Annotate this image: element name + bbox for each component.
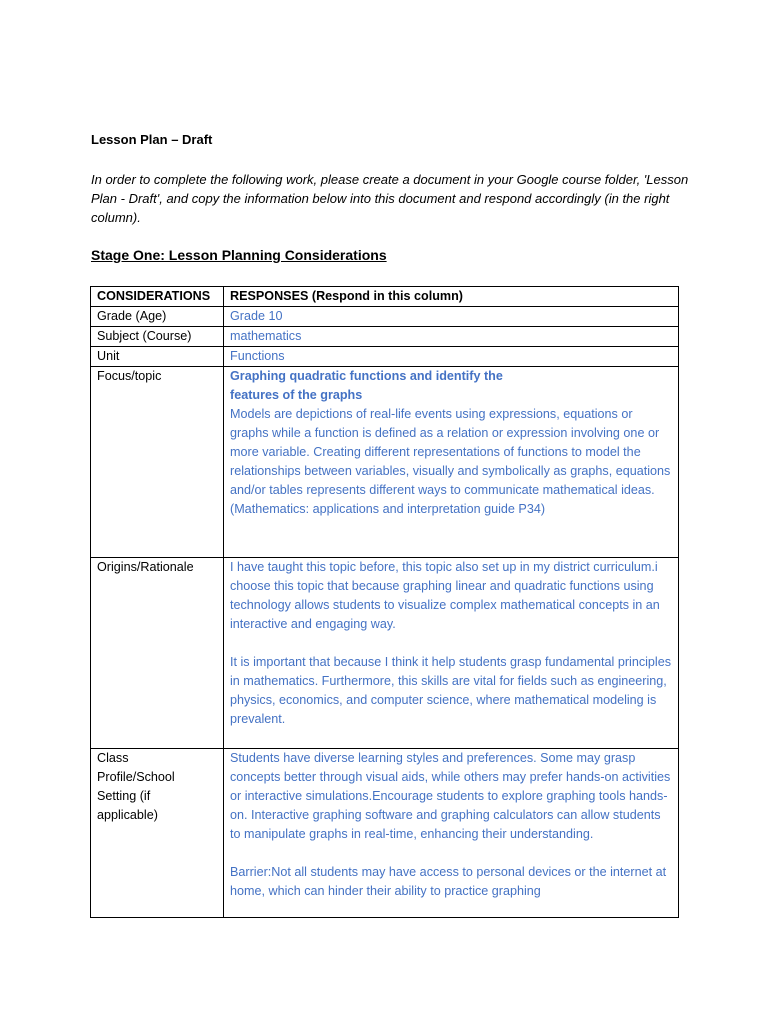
document-title: Lesson Plan – Draft (91, 132, 213, 147)
focus-bold-title: Graphing quadratic functions and identify the features of the graphs (230, 369, 503, 402)
considerations-header: CONSIDERATIONS (91, 287, 224, 307)
table-header-row (91, 287, 679, 307)
origins-paragraph-1: I have taught this topic before, this topic also set up in my district curriculum.i choose this topic that because graphing linear and quadratic functions using technology allows students to visualize complex mathematical concepts in an interactive and engaging way. (230, 560, 660, 631)
subject-response[interactable]: mathematics (224, 327, 679, 347)
class-profile-label-text: Class Profile/School Setting (if applicable) (97, 751, 175, 822)
lesson-planning-table (90, 286, 679, 918)
table-row (91, 367, 679, 558)
grade-response[interactable]: Grade 10 (224, 307, 679, 327)
origins-label: Origins/Rationale (91, 558, 224, 749)
table-row (91, 347, 679, 367)
focus-label: Focus/topic (91, 367, 224, 558)
intro-instructions: In order to complete the following work, please create a document in your Google course folder, 'Lesson Plan - Draft', and copy the information below into this document and respond accordingly (in the right column). (91, 172, 689, 225)
responses-header: RESPONSES (Respond in this column) (224, 287, 679, 307)
table-row (91, 307, 679, 327)
class-profile-paragraph-1: Students have diverse learning styles and preferences. Some may grasp concepts better through visual aids, while others may prefer hands-on activities or interactive simulations.Encourage students to explore graphing tools hands-on. Interactive graphing software and graphing calculators can allow students to manipulate graphs in real-time, enhancing their understanding. (230, 751, 671, 841)
table-row (91, 558, 679, 749)
class-profile-label (91, 749, 224, 918)
unit-label: Unit (91, 347, 224, 367)
subject-label: Subject (Course) (91, 327, 224, 347)
grade-label: Grade (Age) (91, 307, 224, 327)
table-row (91, 749, 679, 918)
focus-description: Models are depictions of real-life events using expressions, equations or graphs while a function is defined as a relation or expression involving one or more variable. Creating different representations of functions to model the relationships between variables, visually and symbolically as graphs, equations and/or tables represents different ways to communicate mathematical ideas.(Mathematics: applications and interpretation guide P34) (230, 407, 671, 516)
unit-response[interactable]: Functions (224, 347, 679, 367)
stage-one-heading: Stage One: Lesson Planning Considerations (91, 247, 387, 263)
class-profile-response[interactable] (224, 749, 679, 918)
table-row (91, 327, 679, 347)
focus-response[interactable] (224, 367, 679, 558)
origins-response[interactable] (224, 558, 679, 749)
class-profile-paragraph-2: Barrier:Not all students may have access to personal devices or the internet at home, which can hinder their ability to practice graphing (230, 865, 667, 898)
origins-paragraph-2: It is important that because I think it help students grasp fundamental principles in mathematics. Furthermore, this skills are vital for fields such as engineering, physics, economics, and computer science, where mathematical modeling is prevalent. (230, 655, 672, 726)
